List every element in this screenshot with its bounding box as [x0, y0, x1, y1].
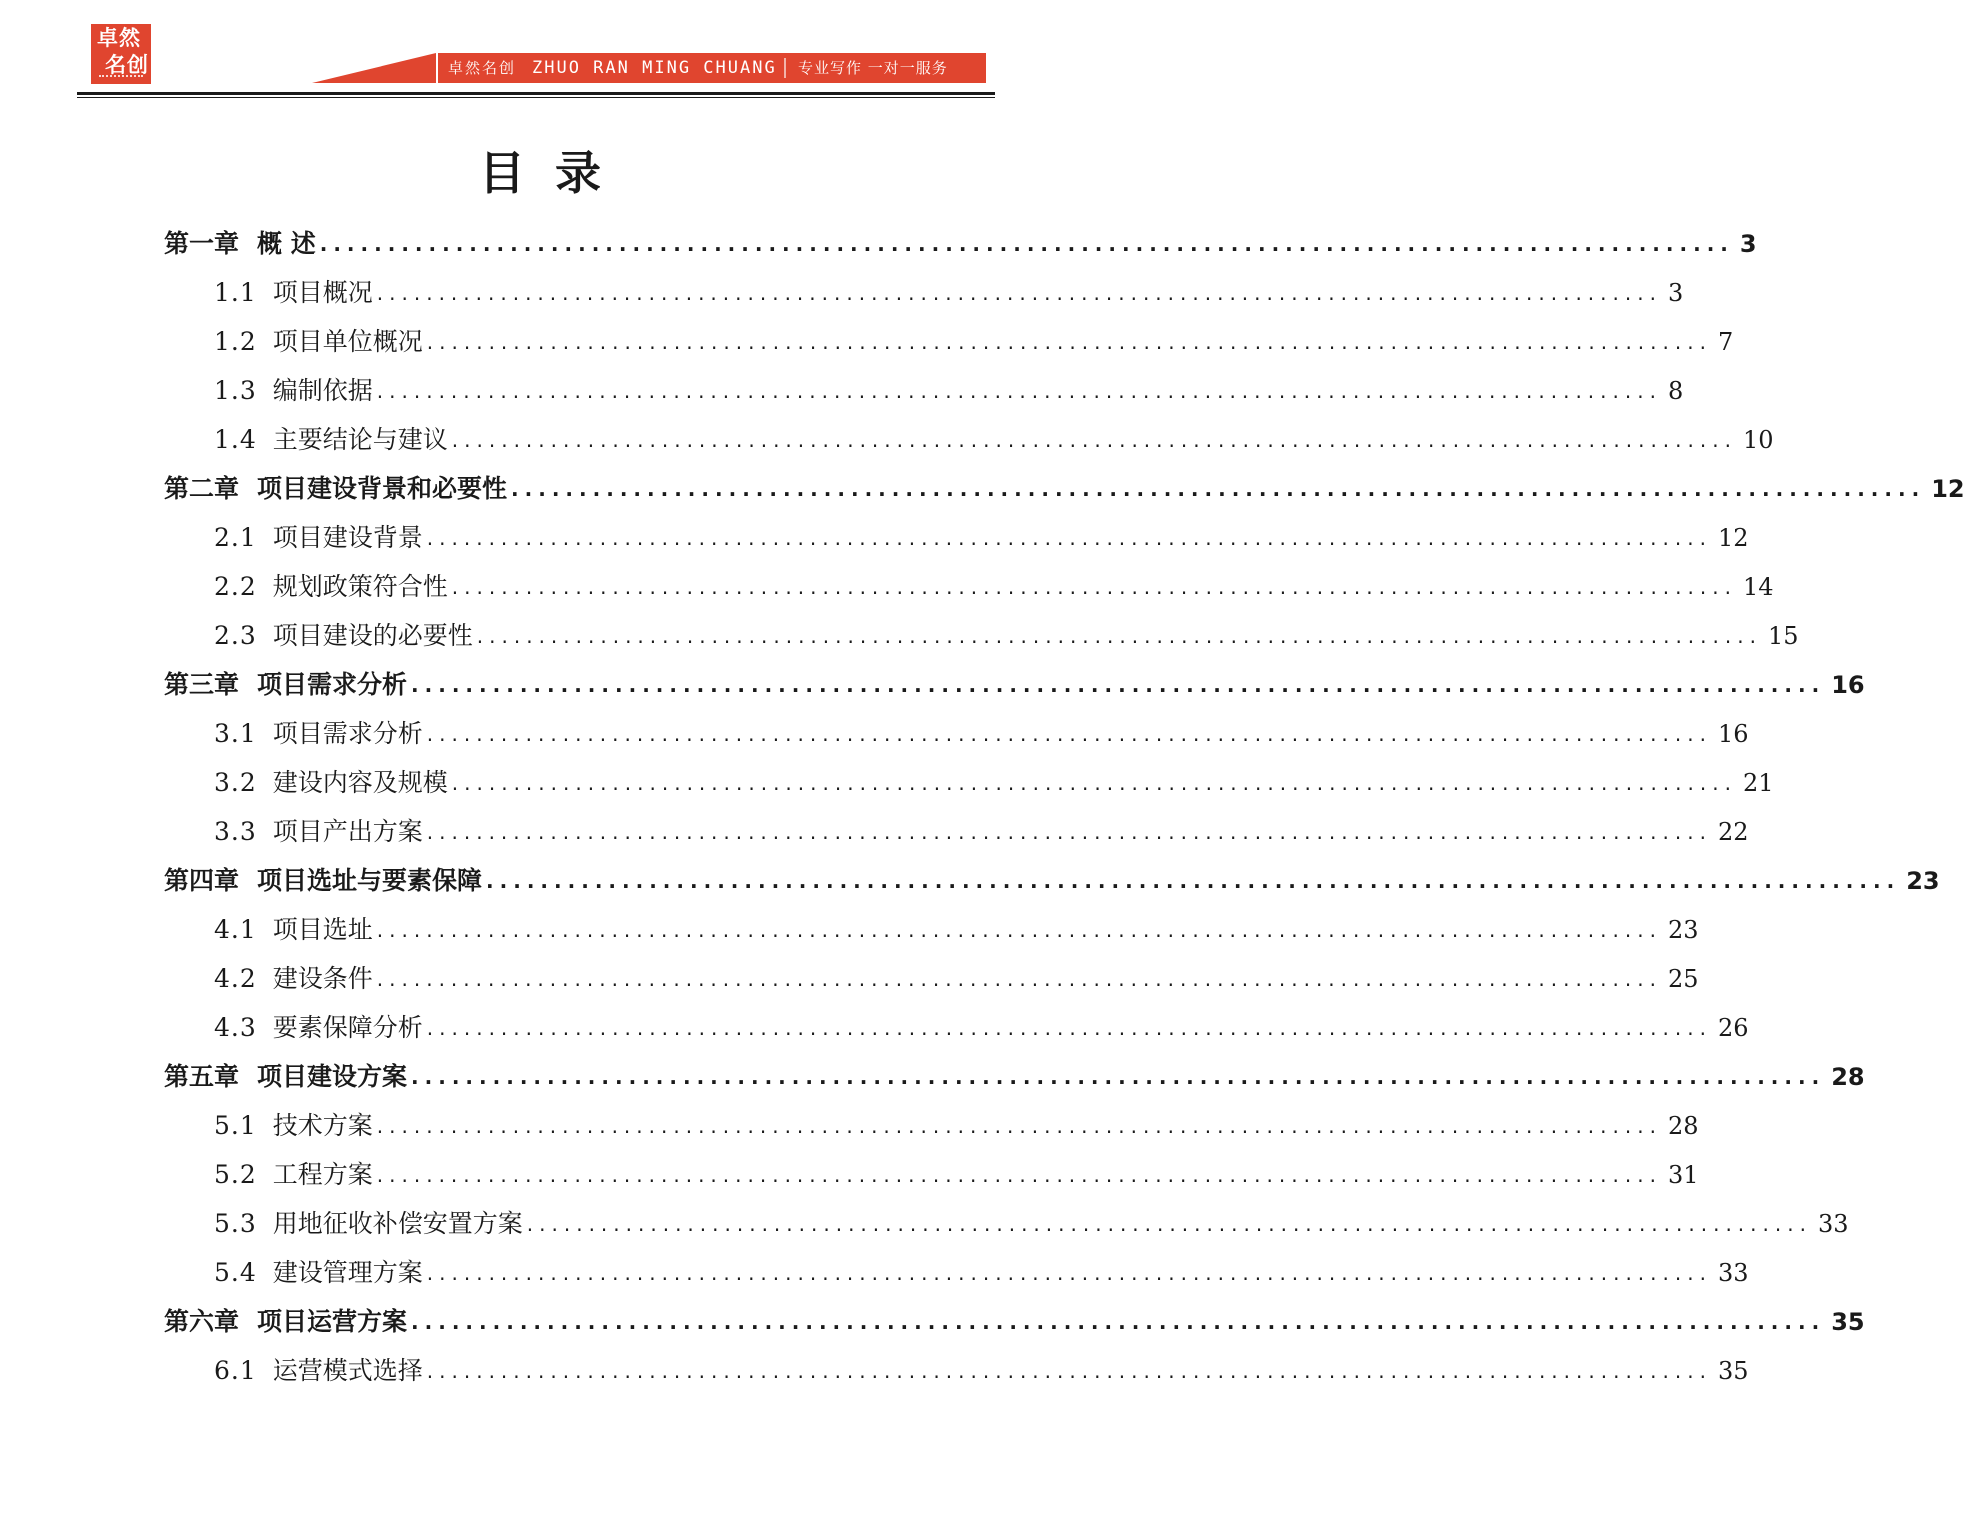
- toc-page-number: 28: [1831, 1063, 1865, 1091]
- toc-label: [164, 866, 482, 896]
- toc-number: 2.2: [214, 572, 257, 601]
- toc-number: 2.3: [214, 621, 257, 650]
- toc-page-number: 16: [1831, 671, 1865, 699]
- toc-text: 运营模式选择: [272, 1356, 423, 1385]
- toc-number: 2.1: [214, 523, 257, 552]
- toc-label: [214, 915, 373, 945]
- toc-text: 用地征收补偿安置方案: [272, 1209, 523, 1238]
- toc-label: [214, 1160, 373, 1190]
- toc-page-number: 31: [1667, 1161, 1699, 1189]
- toc-page-number: 28: [1667, 1112, 1699, 1140]
- toc-number: 4.1: [214, 915, 257, 944]
- toc-number: 5.3: [214, 1209, 257, 1238]
- logo-text-bottom: 名创: [105, 53, 149, 77]
- toc-text: 项目单位概况: [272, 327, 423, 356]
- toc-page-number: 3: [1667, 279, 1684, 307]
- toc-page-number: 15: [1767, 622, 1799, 650]
- toc-text: 建设管理方案: [272, 1258, 423, 1287]
- toc-section-3-3[interactable]: [214, 807, 1749, 847]
- banner-slogan: 专业写作 一对一服务: [798, 59, 948, 77]
- toc-section-5-4[interactable]: [214, 1248, 1749, 1288]
- toc-section-5-2[interactable]: [214, 1150, 1699, 1190]
- banner-brand-cn: 卓然名创: [448, 59, 517, 77]
- toc-label: [214, 964, 373, 994]
- toc-label: [214, 1013, 423, 1043]
- toc-leader: ........................................................................................................: [476, 624, 1762, 648]
- toc-section-2-2[interactable]: [214, 562, 1774, 602]
- toc-section-3-1[interactable]: [214, 709, 1749, 749]
- toc-number: 4.3: [214, 1013, 257, 1042]
- toc-number: 5.1: [214, 1111, 257, 1140]
- toc-number: 1.3: [214, 376, 257, 405]
- toc-leader: ........................................................................................................: [451, 428, 1737, 452]
- toc-label: [214, 376, 373, 406]
- toc-number: 1.4: [214, 425, 257, 454]
- toc-leader: ........................................................................................................: [376, 967, 1662, 991]
- toc-section-4-3[interactable]: [214, 1003, 1749, 1043]
- toc-label: [164, 1062, 407, 1092]
- toc-text: 技术方案: [272, 1111, 373, 1140]
- toc-text: 项目建设方案: [257, 1062, 408, 1091]
- header-rule: [77, 92, 995, 95]
- toc-leader: ........................................................................................................: [411, 1310, 1826, 1334]
- toc-page-number: 8: [1667, 377, 1684, 405]
- toc-label: [214, 621, 473, 651]
- toc-page-number: 12: [1717, 524, 1749, 552]
- toc-leader: ........................................................................................................: [426, 722, 1712, 746]
- toc-leader: ........................................................................................................: [426, 1359, 1712, 1383]
- toc-text: 项目建设背景: [272, 523, 423, 552]
- toc-section-1-1[interactable]: [214, 268, 1684, 308]
- toc-leader: ........................................................................................................: [426, 526, 1712, 550]
- toc-leader: ........................................................................................................: [376, 379, 1662, 403]
- toc-chapter-5[interactable]: [164, 1052, 1865, 1092]
- toc-number: 第五章: [164, 1062, 240, 1091]
- toc-section-4-1[interactable]: [214, 905, 1699, 945]
- toc-text: 项目运营方案: [257, 1307, 408, 1336]
- toc-text: 项目选址: [272, 915, 373, 944]
- toc-section-1-4[interactable]: [214, 415, 1774, 455]
- toc-section-3-2[interactable]: [214, 758, 1774, 798]
- toc-label: [214, 572, 448, 602]
- toc-number: 3.1: [214, 719, 257, 748]
- banner-brand-en: ZHUO RAN MING CHUANG: [532, 58, 777, 78]
- logo-text-top: 卓然: [97, 26, 141, 50]
- toc-page-number: 35: [1831, 1308, 1865, 1336]
- page-title: 目录: [479, 146, 631, 200]
- toc-number: 5.2: [214, 1160, 257, 1189]
- toc-number: 1.1: [214, 278, 257, 307]
- toc-leader: ........................................................................................................: [451, 771, 1737, 795]
- toc-label: [164, 474, 507, 504]
- toc-number: 5.4: [214, 1258, 257, 1287]
- toc-label: [214, 278, 373, 308]
- toc-label: [214, 1111, 373, 1141]
- toc-section-2-1[interactable]: [214, 513, 1749, 553]
- toc-page-number: 14: [1742, 573, 1774, 601]
- toc-chapter-2[interactable]: [164, 464, 1965, 504]
- toc-label: [214, 1258, 423, 1288]
- toc-text: 建设内容及规模: [272, 768, 448, 797]
- toc-leader: ........................................................................................................: [511, 477, 1926, 501]
- toc-page-number: 35: [1717, 1357, 1749, 1385]
- toc-leader: ........................................................................................................: [319, 232, 1734, 256]
- toc-text: 主要结论与建议: [272, 425, 448, 454]
- toc-text: 项目选址与要素保障: [257, 866, 483, 895]
- toc-section-1-3[interactable]: [214, 366, 1684, 406]
- toc-leader: ........................................................................................................: [486, 869, 1901, 893]
- toc-leader: ........................................................................................................: [451, 575, 1737, 599]
- toc-leader: ........................................................................................................: [526, 1212, 1812, 1236]
- toc-section-1-2[interactable]: [214, 317, 1734, 357]
- toc-label: [214, 817, 423, 847]
- toc-number: 3.2: [214, 768, 257, 797]
- toc-label: [164, 670, 407, 700]
- toc-page-number: 3: [1739, 230, 1757, 258]
- toc-page-number: 21: [1742, 769, 1774, 797]
- toc-label: [214, 425, 448, 455]
- toc-label: [214, 768, 448, 798]
- header-banner: [0, 0, 1080, 100]
- toc-text: 项目需求分析: [272, 719, 423, 748]
- toc-leader: ........................................................................................................: [426, 1261, 1712, 1285]
- toc-leader: ........................................................................................................: [376, 918, 1662, 942]
- toc-text: 工程方案: [272, 1160, 373, 1189]
- toc-label: [214, 1209, 523, 1239]
- toc-text: 项目建设的必要性: [272, 621, 473, 650]
- toc-leader: ........................................................................................................: [376, 281, 1662, 305]
- toc-chapter-4[interactable]: [164, 856, 1940, 896]
- toc-text: 要素保障分析: [272, 1013, 423, 1042]
- toc-page-number: 26: [1717, 1014, 1749, 1042]
- toc-text: 规划政策符合性: [272, 572, 448, 601]
- toc-section-4-2[interactable]: [214, 954, 1699, 994]
- toc-chapter-1[interactable]: [164, 219, 1757, 259]
- toc-page-number: 25: [1667, 965, 1699, 993]
- toc-chapter-6[interactable]: [164, 1297, 1865, 1337]
- toc-page-number: 12: [1931, 475, 1965, 503]
- toc-label: [214, 719, 423, 749]
- toc-text: 项目产出方案: [272, 817, 423, 846]
- toc-number: 第二章: [164, 474, 240, 503]
- toc-section-6-1[interactable]: [214, 1346, 1749, 1386]
- toc-page-number: 33: [1817, 1210, 1849, 1238]
- toc-number: 1.2: [214, 327, 257, 356]
- toc-number: 第一章: [164, 229, 240, 258]
- banner-wedge: [312, 53, 436, 83]
- toc-page-number: 23: [1667, 916, 1699, 944]
- toc-page-number: 22: [1717, 818, 1749, 846]
- toc-number: 第三章: [164, 670, 240, 699]
- toc-page-number: 23: [1906, 867, 1940, 895]
- toc-leader: ........................................................................................................: [426, 820, 1712, 844]
- toc-section-5-3[interactable]: [214, 1199, 1849, 1239]
- toc-label: [214, 523, 423, 553]
- toc-section-2-3[interactable]: [214, 611, 1799, 651]
- toc-text: 建设条件: [272, 964, 373, 993]
- toc-text: 编制依据: [272, 376, 373, 405]
- toc-label: [214, 327, 423, 357]
- toc-page-number: 7: [1717, 328, 1734, 356]
- toc-label: [164, 229, 316, 259]
- toc-leader: ........................................................................................................: [376, 1163, 1662, 1187]
- toc-leader: ........................................................................................................: [411, 1065, 1826, 1089]
- toc-label: [214, 1356, 423, 1386]
- toc-number: 第四章: [164, 866, 240, 895]
- toc-label: [164, 1307, 407, 1337]
- toc-number: 第六章: [164, 1307, 240, 1336]
- toc-number: 4.2: [214, 964, 257, 993]
- toc-leader: ........................................................................................................: [426, 330, 1712, 354]
- toc-page-number: 16: [1717, 720, 1749, 748]
- toc-number: 3.3: [214, 817, 257, 846]
- toc-text: 项目概况: [272, 278, 373, 307]
- toc-leader: ........................................................................................................: [426, 1016, 1712, 1040]
- toc-text: 概 述: [257, 229, 316, 258]
- toc-page-number: 10: [1742, 426, 1774, 454]
- header-rule-thin: [77, 97, 995, 98]
- toc-number: 6.1: [214, 1356, 257, 1385]
- toc-leader: ........................................................................................................: [411, 673, 1826, 697]
- toc-text: 项目建设背景和必要性: [257, 474, 508, 503]
- toc-section-5-1[interactable]: [214, 1101, 1699, 1141]
- toc-chapter-3[interactable]: [164, 660, 1865, 700]
- toc-page-number: 33: [1717, 1259, 1749, 1287]
- toc-text: 项目需求分析: [257, 670, 408, 699]
- toc-leader: ........................................................................................................: [376, 1114, 1662, 1138]
